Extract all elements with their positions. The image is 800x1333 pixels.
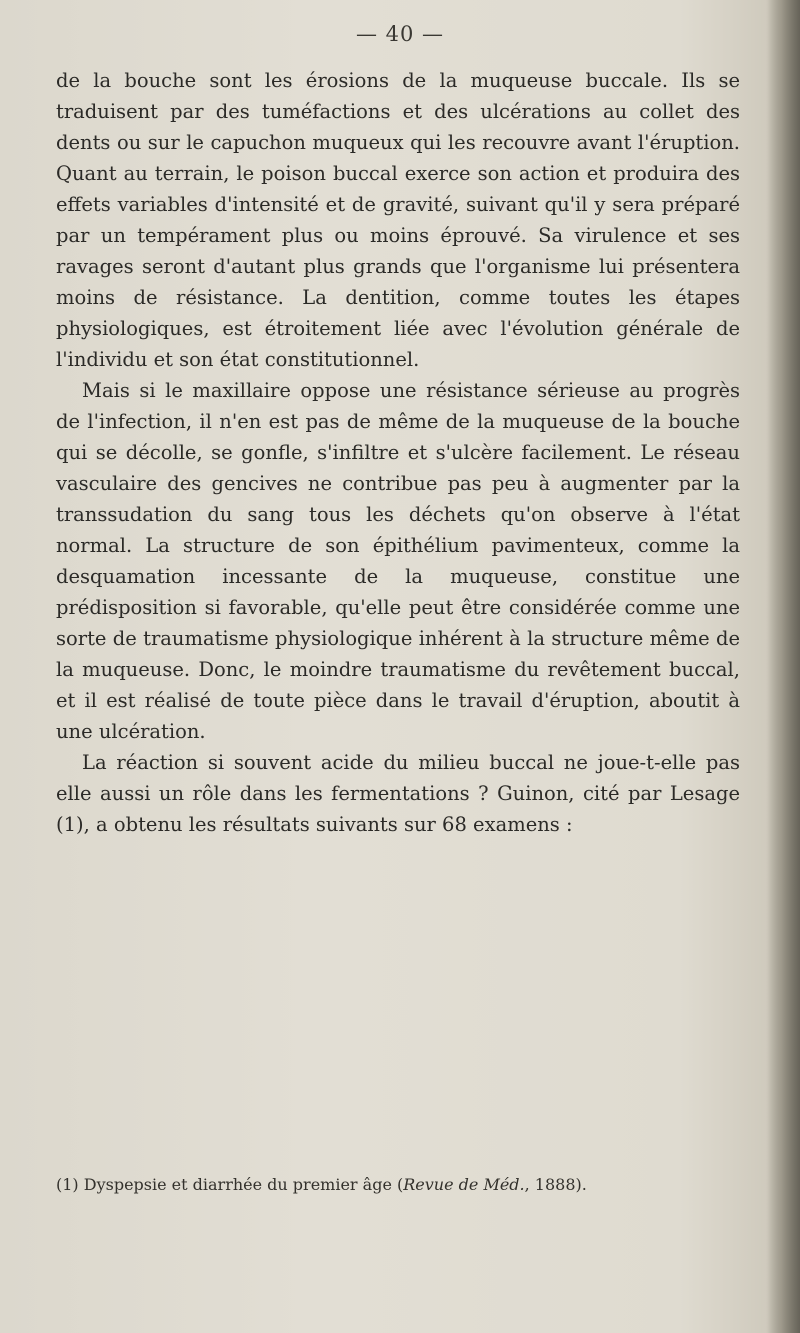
footnote-tail: , 1888). <box>524 1175 587 1194</box>
body-text <box>56 65 740 840</box>
footnote-source: Revue de Méd. <box>403 1175 525 1194</box>
paragraph-3: La réaction si souvent acide du milieu buccal ne joue-t-elle pas elle aussi un rôle dans les fermentations ? Guinon, cité par Lesage (1), a obtenu les résultats suivants sur 68 examens : <box>56 751 740 836</box>
page-number: — 40 — <box>355 22 445 46</box>
paragraph-1: de la bouche sont les érosions de la muqueuse buccale. Ils se traduisent par des tuméfactions et des ulcérations au collet des dents ou sur le capuchon muqueux qui les recouvre avant l'éruption. Quant au terrain, le poison buccal exerce son action et produira des effets variables d'intensité et de gravité, suivant qu'il y sera préparé par un tempérament plus ou moins éprouvé. Sa virulence et ses ravages seront d'autant plus grands que l'organisme lui présentera moins de résistance. La dentition, comme toutes les étapes physiologiques, est étroitement liée avec l'évolution générale de l'individu et son état constitutionnel. <box>56 69 740 371</box>
page-edge-shadow <box>766 0 800 1333</box>
footnote-text: (1) Dyspepsie et diarrhée du premier âge ( <box>56 1175 404 1194</box>
footnote <box>56 1173 740 1197</box>
paragraph-2: Mais si le maxillaire oppose une résistance sérieuse au progrès de l'infection, il n'en est pas de même de la muqueuse de la bouche qui se décolle, se gonfle, s'infiltre et s'ulcère facilement. Le réseau vasculaire des gencives ne contribue pas peu à augmenter par la transsudation du sang tous les déchets qu'on observe à l'état normal. La structure de son épithélium pavimenteux, comme la desquamation incessante de la muqueuse, constitue une prédisposition si favorable, qu'elle peut être considérée comme une sorte de traumatisme physiologique inhérent à la structure même de la muqueuse. Donc, le moindre traumatisme du revêtement buccal, et il est réalisé de toute pièce dans le travail d'éruption, aboutit à une ulcération. <box>56 379 740 743</box>
